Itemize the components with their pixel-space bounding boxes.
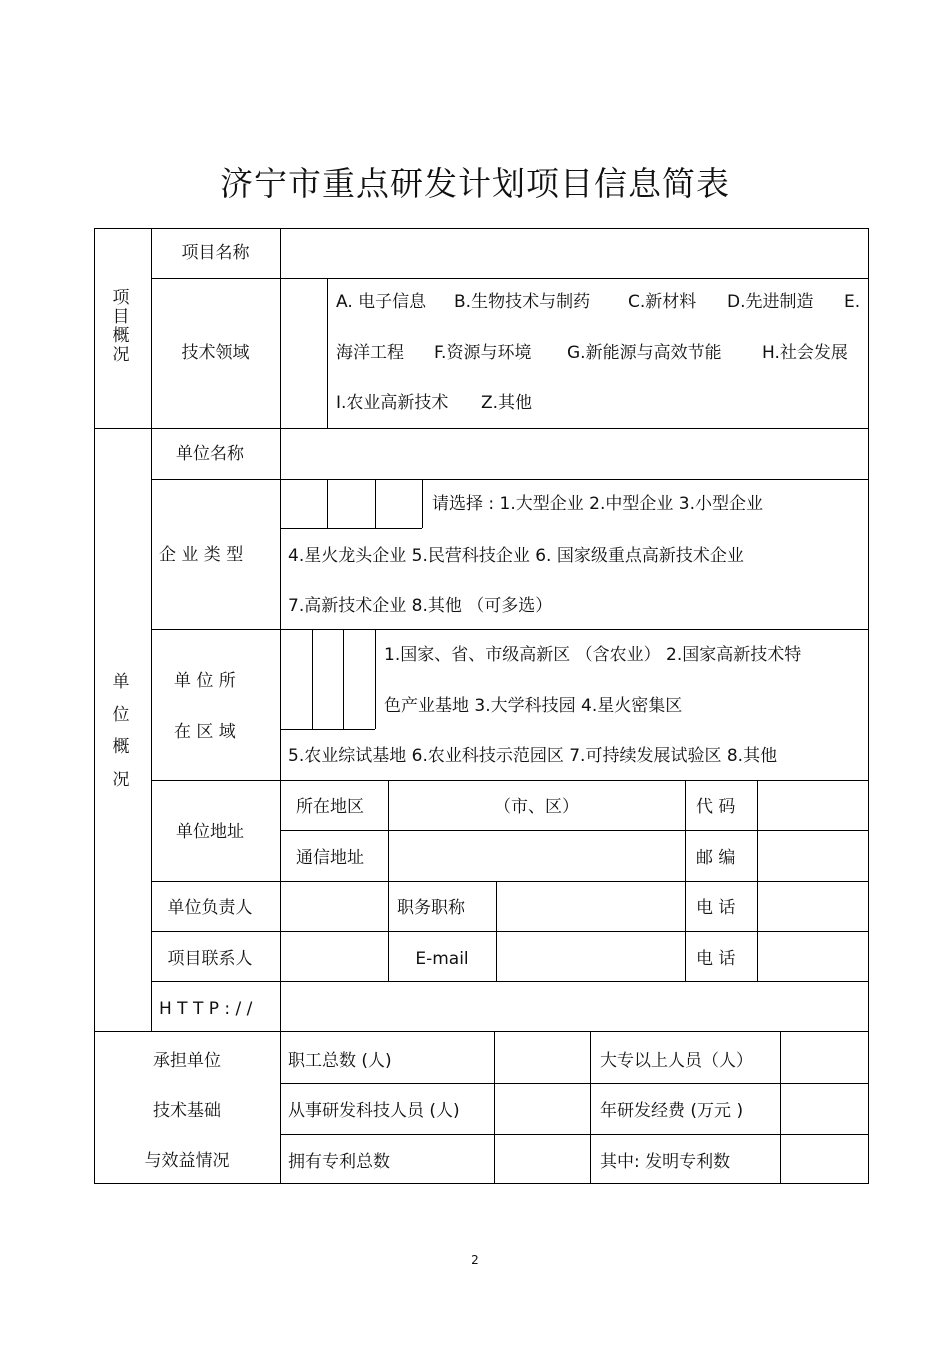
unit-address-label: 单位地址 [176, 822, 244, 842]
option-a: A. 电子信息 [336, 292, 427, 312]
option-e: E. [844, 292, 861, 312]
location-value: （市、区） [494, 797, 579, 817]
region-label-line1: 单 位 所 [174, 671, 236, 691]
enterprise-options-line3: 7.高新技术企业 8.其他 （可多选） [288, 596, 553, 616]
enterprise-options-line1: 请选择 : 1.大型企业 2.中型企业 3.小型企业 [432, 494, 764, 514]
http-label: H T T P : / / [159, 999, 253, 1019]
tech-field-label: 技术领域 [181, 343, 250, 363]
page-title: 济宁市重点研发计划项目信息简表 [220, 164, 730, 203]
option-z: Z.其他 [481, 393, 533, 413]
email-label: E-mail [415, 949, 469, 969]
option-h: H.社会发展 [762, 343, 848, 363]
rd-funds-label: 年研发经费 (万元 ) [600, 1101, 744, 1121]
rd-staff-label: 从事研发科技人员 (人) [288, 1101, 460, 1121]
mail-address-label: 通信地址 [296, 848, 364, 868]
college-staff-label: 大专以上人员（人） [600, 1051, 753, 1071]
location-label: 所在地区 [296, 797, 364, 817]
phone-label-2: 电 话 [696, 949, 736, 969]
page-number: 2 [471, 1253, 479, 1267]
invention-patents-label: 其中: 发明专利数 [600, 1152, 731, 1172]
patents-label: 拥有专利总数 [288, 1152, 390, 1172]
region-options-line1: 1.国家、省、市级高新区 （含农业） 2.国家高新技术特 [384, 645, 802, 665]
leader-label: 单位负责人 [167, 898, 253, 918]
contact-label: 项目联系人 [167, 949, 253, 969]
enterprise-type-label: 企 业 类 型 [159, 545, 244, 565]
region-label-line2: 在 区 域 [174, 722, 236, 742]
unit-name-label: 单位名称 [176, 444, 244, 464]
option-d: D.先进制造 [727, 292, 814, 312]
project-name-label: 项目名称 [181, 243, 250, 263]
option-f: F.资源与环境 [434, 343, 532, 363]
option-g: G.新能源与高效节能 [567, 343, 722, 363]
region-options-line3: 5.农业综试基地 6.农业科技示范园区 7.可持续发展试验区 8.其他 [288, 746, 778, 766]
postcode-label: 邮 编 [696, 848, 736, 868]
phone-label: 电 话 [696, 898, 736, 918]
enterprise-options-line2: 4.星火龙头企业 5.民营科技企业 6. 国家级重点高新技术企业 [288, 546, 744, 566]
option-e-cont: 海洋工程 [336, 343, 404, 363]
option-b: B.生物技术与制药 [454, 292, 591, 312]
staff-total-label: 职工总数 (人) [288, 1051, 392, 1071]
option-c: C.新材料 [628, 292, 697, 312]
option-i: I.农业高新技术 [336, 393, 449, 413]
position-title-label: 职务职称 [397, 898, 465, 918]
region-options-line2: 色产业基地 3.大学科技园 4.星火密集区 [384, 696, 683, 716]
code-label: 代 码 [696, 797, 736, 817]
